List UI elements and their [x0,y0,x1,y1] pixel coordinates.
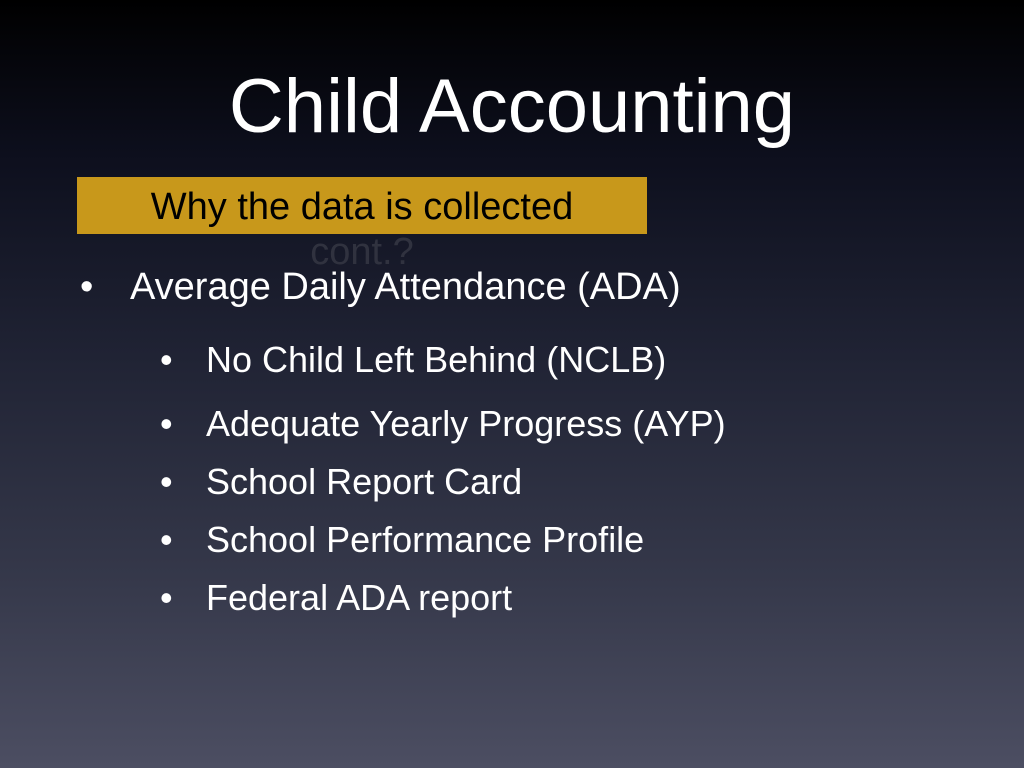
subtitle-text: Why the data is collected [150,186,574,228]
sub-bullet-text: School Performance Profile [206,519,645,560]
sub-bullet-text: No Child Left Behind (NCLB) [206,339,667,380]
sub-bullet-item [160,460,726,504]
sub-bullet-item [160,518,726,562]
slide-title: Child Accounting [228,64,796,149]
sub-bullet-list [160,338,726,634]
sub-bullet-text: School Report Card [206,461,523,502]
bullet-dot: • [80,266,94,308]
bullet-text: Average Daily Attendance (ADA) [130,266,681,308]
bullet-dot: • [160,519,173,560]
bullet-dot: • [160,339,173,380]
bullet-dot: • [160,461,173,502]
subtitle-overflow-text: cont.? [310,231,414,273]
bullet-level1 [80,264,681,310]
bullet-dot: • [160,403,173,444]
sub-bullet-item [160,338,726,382]
sub-bullet-item [160,402,726,446]
sub-bullet-text: Adequate Yearly Progress (AYP) [206,403,726,444]
bullet-dot: • [160,577,173,618]
sub-bullet-item [160,576,726,620]
sub-bullet-text: Federal ADA report [206,577,513,618]
